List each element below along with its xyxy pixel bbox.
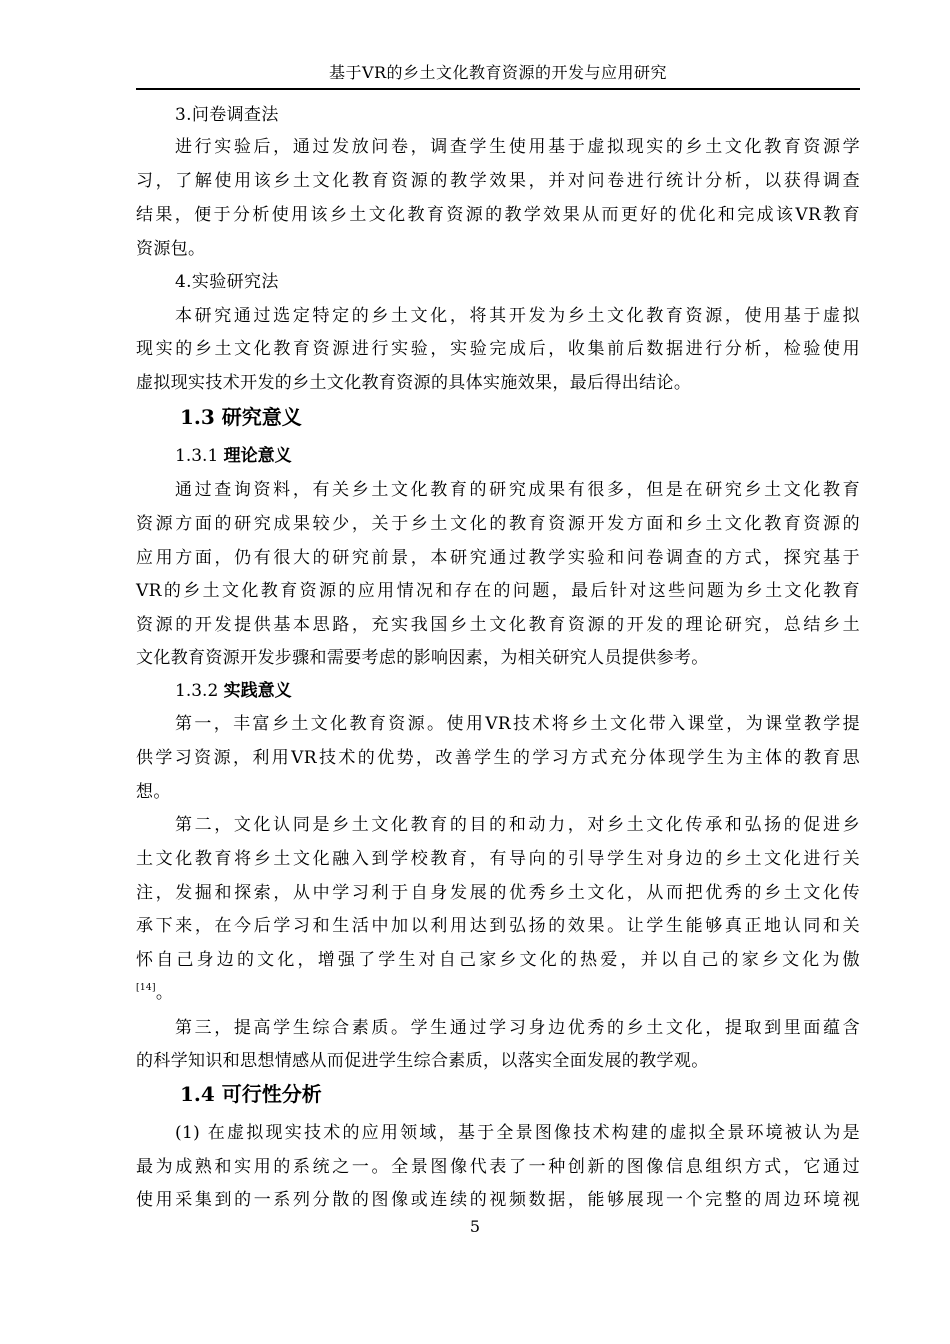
- paragraph-line: 文化教育资源开发步骤和需要考虑的影响因素，为相关研究人员提供参考。: [136, 648, 709, 668]
- paragraph-line: 的科学知识和思想情感从而促进学生综合素质，以落实全面发展的教学观。: [136, 1051, 709, 1071]
- paragraph-line: 虚拟现实技术开发的乡土文化教育资源的具体实施效果，最后得出结论。: [136, 373, 692, 393]
- paragraph-line: 结果，便于分析使用该乡土文化教育资源的教学效果从而更好的优化和完成该VR教育: [136, 205, 860, 225]
- paragraph-line: 最为成熟和实用的系统之一。全景图像代表了一种创新的图像信息组织方式，它通过: [136, 1157, 860, 1177]
- paragraph-line: 供学习资源，利用VR技术的优势，改善学生的学习方式充分体现学生为主体的教育思: [136, 748, 860, 768]
- running-header: 基于VR的乡土文化教育资源的开发与应用研究: [328, 63, 668, 82]
- subsection-heading-1-3-1: [175, 441, 292, 471]
- paragraph-line: 第一，丰富乡土文化教育资源。使用VR技术将乡土文化带入课堂，为课堂教学提: [175, 714, 860, 734]
- paragraph-line: (1) 在虚拟现实技术的应用领域，基于全景图像技术构建的虚拟全景环境被认为是: [175, 1123, 860, 1143]
- method-3-title: 3.问卷调查法: [175, 105, 279, 125]
- paragraph-line: 进行实验后，通过发放问卷，调查学生使用基于虚拟现实的乡土文化教育资源学: [175, 137, 860, 157]
- subsection-number: 1.3.2: [175, 681, 224, 701]
- section-heading-1-3: 1.3 研究意义: [180, 405, 302, 429]
- subsection-number: 1.3.1: [175, 446, 224, 466]
- subsection-title: 理论意义: [223, 446, 292, 466]
- paragraph-line: 注，发掘和探索，从中学习利于自身发展的优秀乡土文化，从而把优秀的乡土文化传: [136, 883, 860, 903]
- paragraph-line: VR的乡土文化教育资源的应用情况和存在的问题，最后针对这些问题为乡土文化教育: [136, 581, 860, 601]
- paragraph-line: 通过查询资料，有关乡土文化教育的研究成果有很多，但是在研究乡土文化教育: [175, 480, 860, 500]
- header-rule: [136, 88, 860, 90]
- subsection-heading-1-3-2: [175, 676, 292, 706]
- paragraph-line: 使用采集到的一系列分散的图像或连续的视频数据，能够展现一个完整的周边环境视: [136, 1190, 860, 1210]
- citation-ref: [14]: [136, 983, 156, 993]
- paragraph-line: 第二，文化认同是乡土文化教育的目的和动力，对乡土文化传承和弘扬的促进乡: [175, 815, 860, 835]
- paragraph-line: 承下来，在今后学习和生活中加以利用达到弘扬的效果。让学生能够真正地认同和关: [136, 916, 860, 936]
- subsection-title: 实践意义: [223, 681, 292, 701]
- paragraph-line: 第三，提高学生综合素质。学生通过学习身边优秀的乡土文化，提取到里面蕴含: [175, 1018, 860, 1038]
- citation-line: [136, 976, 860, 1010]
- page-number: 5: [469, 1217, 481, 1236]
- paragraph-line: 资源方面的研究成果较少，关于乡土文化的教育资源开发方面和乡土文化教育资源的: [136, 514, 860, 534]
- paragraph-line: 现实的乡土文化教育资源进行实验，实验完成后，收集前后数据进行分析，检验使用: [136, 339, 860, 359]
- paragraph-line: 想。: [136, 782, 171, 802]
- paragraph-line: 本研究通过选定特定的乡土文化，将其开发为乡土文化教育资源，使用基于虚拟: [175, 306, 860, 326]
- paragraph-line: 资源的开发提供基本思路，充实我国乡土文化教育资源的开发的理论研究，总结乡土: [136, 615, 860, 635]
- paragraph-line: 资源包。: [136, 239, 206, 259]
- section-heading-1-4: 1.4 可行性分析: [180, 1082, 322, 1106]
- paragraph-line: 怀自己身边的文化，增强了学生对自己家乡文化的热爱，并以自己的家乡文化为傲: [136, 950, 860, 970]
- paragraph-line: 习，了解使用该乡土文化教育资源的教学效果，并对问卷进行统计分析，以获得调查: [136, 171, 860, 191]
- paragraph-line: 土文化教育将乡土文化融入到学校教育，有导向的引导学生对身边的乡土文化进行关: [136, 849, 860, 869]
- paragraph-line: 应用方面，仍有很大的研究前景，本研究通过教学实验和问卷调查的方式，探究基于: [136, 548, 860, 568]
- method-4-title: 4.实验研究法: [175, 272, 279, 292]
- citation-end: 。: [155, 983, 174, 1003]
